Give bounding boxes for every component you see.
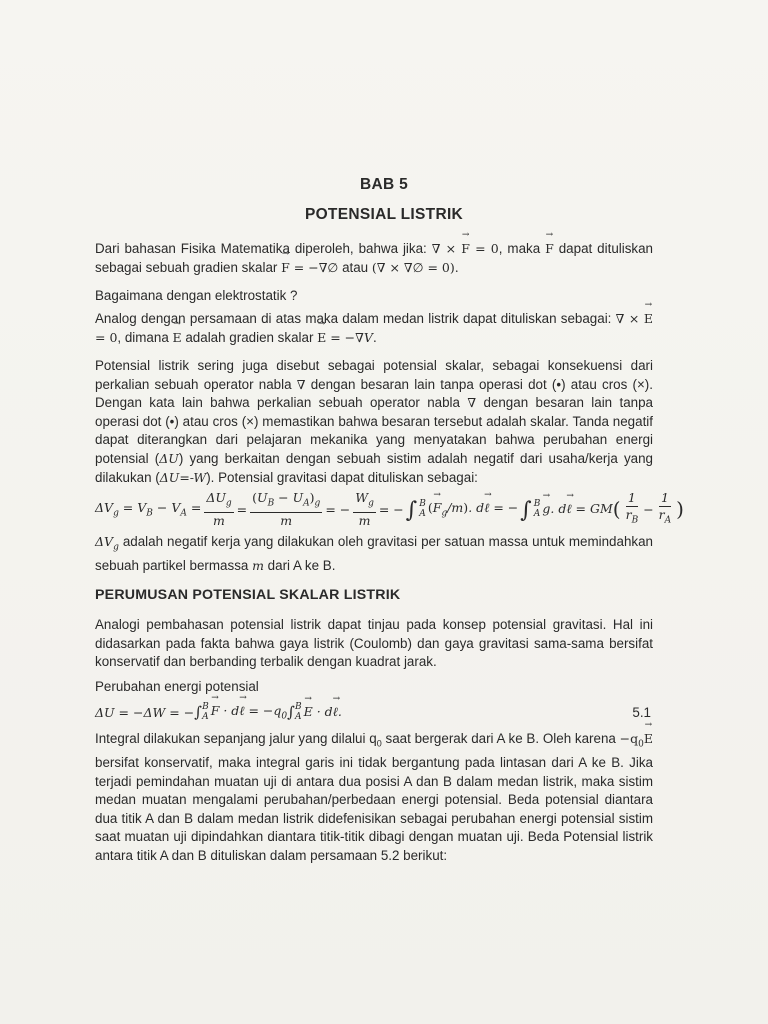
paragraph-energy-change: Perubahan energi potensial (95, 679, 259, 694)
potential-energy-equation: ΔU = −ΔW = − ∫ B A → F · d→ ℓ = $-q_0$ ∫ B A → E · d→ ℓ. (95, 702, 535, 722)
paragraph-electrostatic-analog: Analog dengan persamaan di atas maka dalam medan listrik dapat dituliskan sebagai: ∇ × → E = 0, dimana → E adalah gradien skalar → E = −∇V. (95, 310, 653, 347)
gravitational-potential-equation: $\Delta V_g = V_B - V_A$ = $\frac{\Delta U_g}{m}$ = $\frac{(U_B - U_A)_g}{m}$ = − $\frac{W_g}{m}$ = − ∫ B A (→ $F_g/m$). d→ ℓ = − ∫ B A → g. d→ ℓ = GM ( $\frac{1}{r_B}$ − $\frac{1}{r_A}$ ) (95, 490, 655, 529)
paragraph-analogy: Analogi pembahasan potensial listrik dapat tinjau pada konsep potensial gravitasi. Hal ini didasarkan pada fakta bahwa gaya listrik (Coulomb) dan gaya gravitasi sama-sama bersifat konservatif dan berbanding terbalik dengan kuadrat jarak. (95, 617, 653, 670)
paragraph-negative-work: $\Delta V_g$ adalah negatif kerja yang dilakukan oleh gravitasi per satuan massa untuk memindahkan sebuah partikel bermassa m dari A ke B. (95, 534, 653, 574)
paragraph-question: Bagaimana dengan elektrostatik ? (95, 288, 298, 303)
paragraph-curl-gradient: Dari bahasan Fisika Matematika diperoleh, bahwa jika: ∇ × → F = 0, maka → F dapat dituliskan sebagai sebuah gradien skalar → F = −∇∅ atau (∇ × ∇∅ = 0). (95, 240, 653, 277)
paragraph-integral-path: Integral dilakukan sepanjang jalur yang dilalui $q_0$ saat bergerak dari A ke B. Oleh karena $-q_0\to E$ bersifat konservatif, maka integral garis ini tidak bergantung pada lintasan dari A ke B. Jika terjadi pemindahan muatan uji di antara dua posisi A dan B dalam medan listrik, maka sistim medan muatan mengalami perubahan/perbedaan energi potensial. Beda potensial diantara dua titik A dan B dalam medan listrik didefenisikan sebagai perubahan energi potensial sistim saat muatan uji dipindahkan diantara titik-titik dibagi dengan muatan uji. Beda Potensial listrik antara titik A dan B dituliskan dalam persamaan 5.2 berikut: (95, 730, 653, 866)
paragraph-scalar-potential: Potensial listrik sering juga disebut sebagai potensial skalar, sebagai konsekuensi dari perkalian sebuah operator nabla ∇ dengan besaran lain tanpa operasi dot (•) atau cros (×). Dengan kata lain bahwa perkalian sebuah operator nabla ∇ dengan besaran lain tanpa operasi dot (•) atau cros (×) memastikan bahwa besaran tersebut adalah skalar. Tanda negatif dapat diterangkan dari pelajaran mekanika yang menyatakan bahwa perubahan energi potensial (ΔU) yang berkaitan dengan sebuah sistim adalah negatif dari usaha/kerja yang dilakukan (ΔU=-W). Potensial gravitasi dapat dituliskan sebagai: (95, 358, 653, 485)
section-heading: PERUMUSAN POTENSIAL SKALAR LISTRIK (95, 587, 401, 603)
equation-number: 5.1 (632, 705, 651, 720)
chapter-number: BAB 5 (359, 176, 408, 193)
chapter-title: POTENSIAL LISTRIK (304, 206, 464, 223)
